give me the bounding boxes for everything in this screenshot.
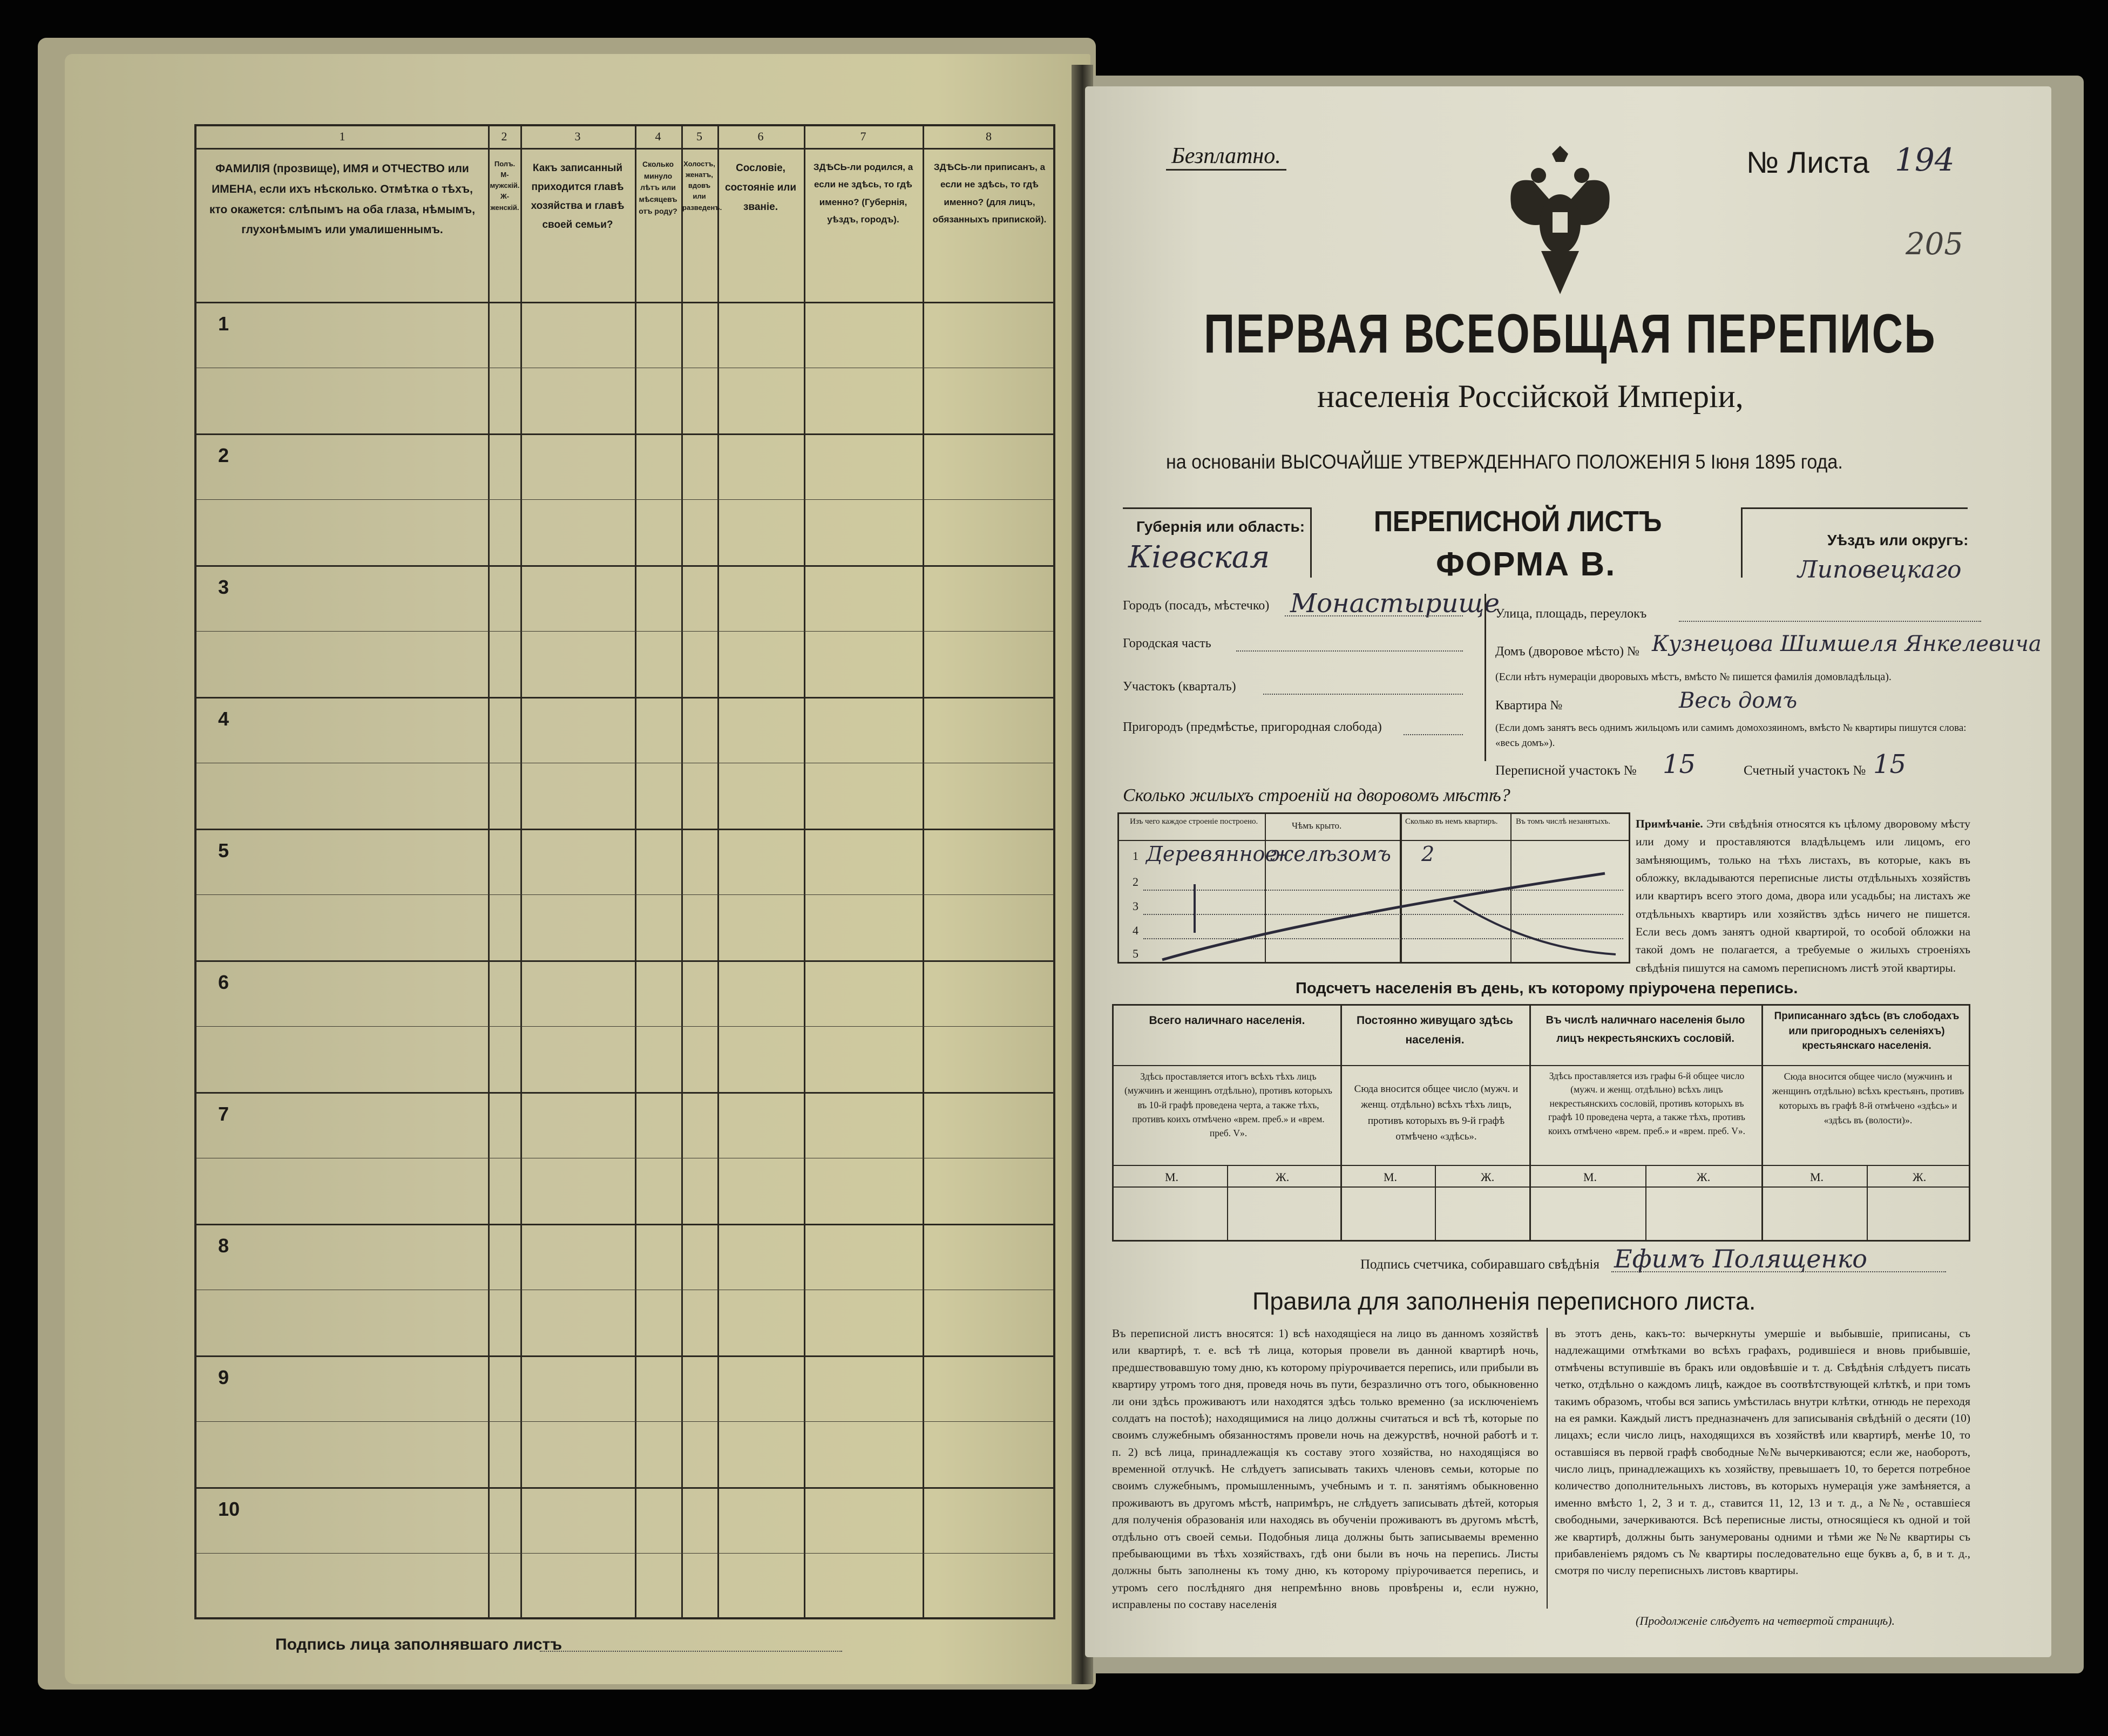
col-number: 3: [574, 130, 581, 143]
tally-title: Подсчетъ населенія въ день, къ которому пріурочена перепись.: [1296, 980, 1798, 997]
buildings-row-number: 4: [1133, 924, 1138, 937]
tally-female-label: Ж.: [1913, 1170, 1927, 1184]
rules-title: Правила для заполненія переписного листа.: [1252, 1287, 1756, 1315]
col-number: 2: [501, 130, 507, 143]
imperial-eagle-emblem: [1501, 143, 1619, 300]
tally-head-permanent: Постоянно живущаго здѣсь населенія.: [1357, 1014, 1513, 1046]
guberniya-value: Кіевская: [1128, 540, 1270, 575]
census-district-value: 15: [1663, 749, 1696, 779]
buildings-row-number: 1: [1133, 849, 1138, 863]
suburb-label: Пригородъ (предмѣстье, пригородная слобода): [1123, 720, 1382, 734]
buildings-row-number: 2: [1133, 875, 1138, 889]
city-label: Городъ (посадъ, мѣстечко): [1123, 599, 1270, 613]
row-half-line: [196, 499, 1053, 500]
census-title: ПЕРВАЯ ВСЕОБЩАЯ ПЕРЕПИСЬ: [1204, 303, 1936, 364]
buildings-row-roof: желѣзомъ: [1270, 842, 1391, 866]
household-members-table: [194, 124, 1055, 1619]
buildings-header-material: Изъ чего каждое строеніе построено.: [1130, 817, 1258, 826]
row-line: [196, 1092, 1053, 1094]
col-divider: [520, 126, 522, 1617]
house-value: Кузнецова Шимшеля Янкелевича: [1652, 632, 2042, 656]
street-line: [1679, 621, 1981, 622]
col-number: 6: [757, 130, 764, 143]
apartment-note: (Если домъ занятъ весь однимъ жильцомъ или самимъ домохозяиномъ, вмѣсто № квартиры пишутся слова: «весь домъ»).: [1495, 722, 1967, 749]
row-line: [196, 565, 1053, 567]
buildings-header-vacant: Въ томъ числѣ незанятыхъ.: [1516, 817, 1611, 826]
row-half-line: [196, 1553, 1053, 1554]
sheet-number-value: 194: [1895, 141, 1955, 178]
sheet-number-secondary: 205: [1906, 227, 1963, 262]
tally-desc-total: Здѣсь проставляется итогъ всѣхъ тѣхъ лицъ (мужчинъ и женщинъ отдѣльно), противъ которыхъ въ 10-й графѣ проведена черта, а также тѣхъ, противъ коихъ отмѣчено «врем. преб.» и «врем. преб. V».: [1124, 1071, 1332, 1138]
row-number: 9: [218, 1366, 229, 1388]
tally-male-label: М.: [1583, 1170, 1597, 1184]
col-number: 4: [655, 130, 661, 143]
col-divider: [1867, 1165, 1868, 1240]
row-number: 1: [218, 313, 229, 335]
buildings-row-apartments: 2: [1421, 842, 1435, 866]
col-divider: [488, 126, 490, 1617]
buildings-row-material: Деревянное: [1146, 842, 1277, 866]
tally-female-label: Ж.: [1697, 1170, 1711, 1184]
suburb-line: [1404, 734, 1463, 735]
sheet-number-label: № Листа: [1746, 145, 1869, 179]
col-header-relation: Какъ записанный приходится главѣ хозяйства и главѣ своей семьи?: [531, 162, 625, 231]
row-half-line: [196, 631, 1053, 632]
buildings-row-number: 5: [1133, 947, 1138, 960]
col-number: 5: [696, 130, 702, 143]
city-part-line: [1236, 650, 1463, 652]
row-number: 6: [218, 971, 229, 993]
col-divider: [923, 126, 924, 1617]
tally-male-label: М.: [1384, 1170, 1398, 1184]
row-line: [196, 433, 1053, 435]
left-signature-line: [540, 1651, 842, 1652]
census-district-label: Переписной участокъ №: [1495, 763, 1637, 778]
col-header-name: ФАМИЛІЯ (прозвище), ИМЯ и ОТЧЕСТВО или ИМЕНА, если ихъ нѣсколько. Отмѣтка о тѣхъ, кто окажется: слѣпымъ на оба глаза, нѣмымъ, глухонѣмымъ или умалишеннымъ.: [209, 162, 476, 236]
buildings-header-roof: Чѣмъ крыто.: [1292, 820, 1342, 831]
buildings-header-apartments: Сколько въ немъ квартиръ.: [1405, 817, 1498, 826]
col-divider: [1645, 1165, 1646, 1240]
city-part-label: Городская часть: [1123, 636, 1211, 650]
tally-male-label: М.: [1810, 1170, 1824, 1184]
census-basis: на основаніи ВЫСОЧАЙШЕ УТВЕРЖДЕННАГО ПОЛОЖЕНІЯ 5 Іюня 1895 года.: [1166, 451, 1843, 473]
row-half-line: [196, 1421, 1053, 1422]
rules-divider: [1547, 1328, 1548, 1609]
col-header-registration: ЗДѢСЬ-ли приписанъ, а если не здѣсь, то гдѣ именно? (для лицъ, обязанныхъ припиской).: [932, 162, 1047, 225]
row-line: [196, 960, 1053, 962]
tally-desc-peasant: Сюда вносится общее число (мужчинъ и женщинъ отдѣльно) всѣхъ крестьянъ, противъ которыхъ въ графѣ 8-й отмѣчено «здѣсь» и «здѣсь въ (волости)».: [1772, 1071, 1964, 1125]
strike-through-mark: [1151, 868, 1626, 965]
tally-head-peasant: Приписаннаго здѣсь (въ слободахъ или пригородныхъ селеніяхъ) крестьянскаго населенія.: [1774, 1011, 1960, 1052]
apartment-label: Квартира №: [1495, 699, 1563, 713]
address-divider: [1485, 594, 1486, 761]
tally-male-label: М.: [1165, 1170, 1179, 1184]
buildings-table: [1117, 812, 1630, 964]
enumerator-label: Подпись счетчика, собиравшаго свѣдѣнія: [1360, 1257, 1599, 1272]
header-divider: [196, 148, 1053, 150]
guberniya-label: Губернія или область:: [1136, 518, 1305, 535]
col-divider: [681, 126, 683, 1617]
row-line: [196, 829, 1053, 830]
buildings-row-number: 3: [1133, 899, 1138, 913]
row-line: [196, 697, 1053, 699]
col-header-age: Сколько минуло лѣтъ или мѣсяцевъ отъ роду?: [639, 160, 677, 215]
count-district-label: Счетный участокъ №: [1744, 763, 1866, 778]
row-number: 10: [218, 1498, 240, 1520]
rules-left-column: Въ переписной листъ вносятся: 1) всѣ находящіеся на лицо въ данномъ хозяйствѣ или квартирѣ, т. е. всѣ тѣ лица, которыя провели въ данной квартирѣ ночь, предшествовавшую тому дню, къ которому пріурочивается перепись, или прибыли въ квартиру утромъ того дня, проведя ночь въ пути, безразлично отъ того, обыкновенно ли они здѣсь проживаютъ или находятся здѣсь только временно (за исключеніемъ солдатъ на постоѣ); находящимися на лицо должны считаться и всѣ тѣ, которые по своимъ служебнымъ обязанностямъ провели ночь на дежурствѣ, ночной работѣ и т. п. 2) всѣ лица, принадлежащія къ составу этого хозяйства, но находящіяся во временной отлучкѣ. Не слѣдуетъ записывать такихъ членовъ семьи, которые по своимъ служебнымъ, промышленнымъ, учебнымъ и т. п. занятіямъ обыкновенно проживаютъ въ другомъ мѣстѣ, напримѣръ, не слѣдуетъ записывать дѣтей, которыя для полученія образованія или находясь въ обученіи проживаютъ въ другомъ мѣстѣ, отдѣльно отъ своей семьи. Подобныя лица должны быть записываемы временно пребывающими въ тѣхъ хозяйствахъ, гдѣ они были въ ночь на перепись. Листы должны быть заполнены къ тому дню, къ которому пріурочивается перепись, и утромъ сего послѣдняго дня непремѣнно вновь провѣрены и, если нужно, исправлены по составу населенія: [1112, 1327, 1538, 1611]
col-header-estate: Сословіе, состояніе или званіе.: [724, 162, 797, 213]
enumerator-line: [1611, 1271, 1946, 1272]
tally-female-label: Ж.: [1276, 1170, 1290, 1184]
continued-note: (Продолженіе слѣдуетъ на четвертой страницѣ).: [1636, 1614, 1895, 1628]
uezd-value: Липовецкаго: [1798, 556, 1962, 584]
row-number: 4: [218, 708, 229, 730]
col-number: 1: [339, 130, 345, 143]
col-divider: [635, 126, 636, 1617]
col-divider: [1435, 1165, 1436, 1240]
city-value: Монастырище: [1290, 588, 1500, 619]
col-divider: [1761, 1006, 1763, 1240]
row-line: [1114, 1165, 1969, 1166]
col-header-marital: Холостъ, женатъ, вдовъ или разведенъ.: [682, 160, 722, 212]
tally-desc-permanent: Сюда вносится общее число (мужч. и женщ. отдѣльно) всѣхъ тѣхъ лицъ, противъ которыхъ въ 9-й графѣ отмѣчено «здѣсь».: [1354, 1083, 1519, 1143]
buildings-question: Сколько жилыхъ строеній на дворовомъ мѣстѣ?: [1123, 785, 1510, 805]
col-divider: [1529, 1006, 1531, 1240]
apartment-value: Весь домъ: [1679, 688, 1798, 713]
row-line: [196, 1487, 1053, 1489]
quarter-line: [1263, 694, 1463, 695]
tally-table: [1112, 1004, 1970, 1242]
enumerator-signature: Ефимъ Полященко: [1614, 1244, 1867, 1273]
row-number: 7: [218, 1103, 229, 1125]
rules-right-column: въ этотъ день, какъ-то: вычеркнуты умершіе и выбывшіе, приписаны, съ надлежащими отмѣтками во всѣхъ графахъ, родившіеся и вновь прибывшіе, отмѣчены вступившіе въ бракъ или овдовѣвшіе и т. д. Свѣдѣнія слѣдуетъ писать четко, отдѣльно о каждомъ лицѣ, каждое въ соотвѣтствующей клѣткѣ, и при томъ такимъ образомъ, чтобы вся запись умѣстилась внутри клѣтки, отнюдь не переходя на ея рамки. Каждый листъ предназначенъ для записыванія свѣдѣній о десяти (10) лицахъ; если число лицъ, находящихся въ хозяйствѣ или квартирѣ, менѣе 10, то оставшіяся въ первой графѣ свободные №№ вычеркиваются; если же, наоборотъ, число лицъ, принадлежащихъ къ хозяйству, превышаетъ 10, то берется потребное количество дополнительныхъ листовъ, въ которыхъ нумерація уже замѣняется, а именно вмѣсто 1, 2, 3 и т. д., ставится 11, 12, 13 и т. д., а №№, оставшіеся свободными, зачеркиваются. Всѣ переписные листы, относящіеся къ одной и той же квартирѣ, должны быть занумерованы одними и тѣми же №№ квартиры съ прибавленіемъ рядомъ съ № квартиры последовательно еще буквъ а, б, в и т. д., смотря по числу переписныхъ листовъ квартиры.: [1555, 1327, 1970, 1577]
row-half-line: [196, 1026, 1053, 1027]
note-title: Примѣчаніе.: [1636, 817, 1703, 830]
house-label: Домъ (дворовое мѣсто) №: [1495, 645, 1639, 659]
row-line: [196, 1355, 1053, 1357]
header-bottom-line: [196, 302, 1053, 303]
row-line: [196, 1224, 1053, 1225]
count-district-value: 15: [1873, 749, 1907, 779]
col-divider: [717, 126, 719, 1617]
row-line: [1119, 840, 1629, 841]
col-divider: [804, 126, 805, 1617]
tally-desc-non-peasant: Здѣсь проставляется изъ графы 6-й общее число (мужч. и женщ. отдѣльно) всѣхъ лицъ некрестьянскихъ сословій, противъ которыхъ въ графѣ 10 проведена черта, а также тѣхъ, противъ коихъ отмѣчено «врем. преб.» и «врем. преб. V».: [1548, 1070, 1746, 1136]
street-label: Улица, площадь, переулокъ: [1495, 607, 1647, 621]
col-number: 8: [986, 130, 992, 143]
free-label: Безплатно.: [1166, 143, 1286, 171]
row-line: [1114, 1065, 1969, 1066]
form-letter: ФОРМА В.: [1436, 546, 1616, 583]
quarter-label: Участокъ (кварталъ): [1123, 680, 1236, 694]
tally-female-label: Ж.: [1481, 1170, 1495, 1184]
col-divider: [1340, 1006, 1342, 1240]
note-text: Эти свѣдѣнія относятся къ цѣлому дворовому мѣсту или дому и проставляются владѣльцемъ или лицомъ, его замѣняющимъ, только на тѣхъ листахъ, въ которые, какъ въ обложку, вкладываются переписные листы отдѣльныхъ хозяйствъ или квартиръ всего этого дома, двора или усадьбы; на листахъ же отдѣльныхъ квартиръ или хозяйствъ здѣсь ничего не пишется. Если весь домъ занятъ одной квартирой, то особой обложки на такой домъ не полагается, а требуемые о жилыхъ строеніяхъ свѣдѣнія пишутся на самомъ переписномъ листѣ этой квартиры.: [1636, 817, 1970, 974]
col-header-birthplace: ЗДѢСЬ-ли родился, а если не здѣсь, то гдѣ именно? (Губернія, уѣздъ, городъ).: [813, 162, 913, 225]
col-number: 7: [860, 130, 866, 143]
row-number: 8: [218, 1235, 229, 1257]
city-line: [1285, 615, 1463, 616]
uezd-label: Уѣздъ или округъ:: [1827, 532, 1969, 548]
census-subtitle: населенія Россійской Имперіи,: [1317, 378, 1744, 414]
form-title: ПЕРЕПИСНОЙ ЛИСТЪ: [1374, 505, 1662, 538]
col-divider: [1227, 1165, 1228, 1240]
tally-head-total: Всего наличнаго населенія.: [1149, 1014, 1305, 1027]
left-signature-label: Подпись лица заполнявшаго листъ: [275, 1636, 562, 1653]
tally-head-non-peasant: Въ числѣ наличнаго населенія было лицъ некрестьянскихъ сословій.: [1546, 1014, 1745, 1045]
row-number: 3: [218, 576, 229, 598]
note-block: [1636, 815, 1970, 977]
row-number: 5: [218, 839, 229, 862]
row-line: [1114, 1186, 1969, 1188]
house-note: (Если нѣтъ нумераціи дворовыхъ мѣстъ, вмѣсто № пишется фамилія домовладѣльца).: [1495, 671, 1892, 683]
row-half-line: [196, 894, 1053, 895]
row-number: 2: [218, 444, 229, 466]
col-header-sex: Полъ. М-мужскій. Ж-женскій.: [490, 160, 520, 212]
